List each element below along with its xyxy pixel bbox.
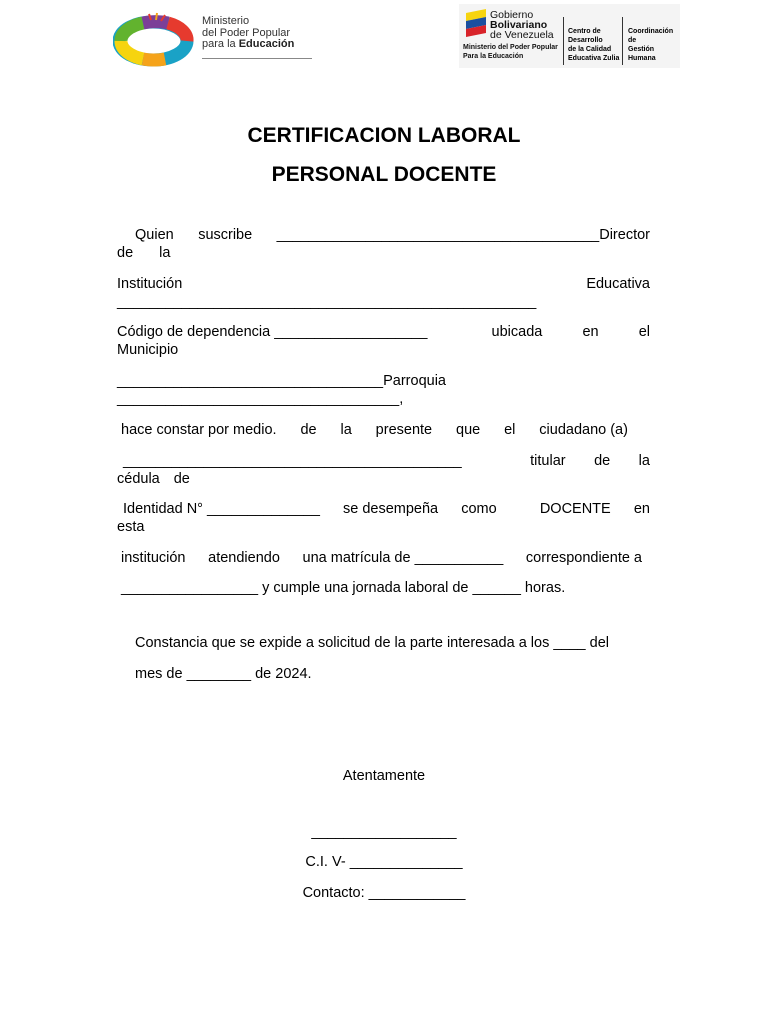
- text: en: [582, 324, 599, 340]
- document-subtitle: PERSONAL DOCENTE: [271, 163, 497, 186]
- paragraph-constancia: Constancia que se expide a solicitud de la parte interesada a los ____ del: [135, 635, 609, 651]
- text: correspondiente a: [525, 550, 642, 566]
- ministry-ring-icon: [113, 12, 203, 68]
- text: de: [594, 453, 611, 469]
- paragraph-institucion: [117, 275, 650, 293]
- institucion-blank: ____________________________________________________: [117, 294, 537, 310]
- paragraph-institucion-matricula: [121, 549, 642, 567]
- signature-line: __________________: [311, 824, 457, 840]
- paragraph-ciudadano: [123, 452, 650, 470]
- closing-text: Atentamente: [342, 768, 426, 784]
- text: atendiendo: [208, 550, 280, 566]
- ministry-text: Ministerio del Poder Popular para la Educación: [202, 15, 295, 50]
- text: la: [638, 453, 650, 469]
- logo-divider-1: [563, 17, 564, 65]
- text: que: [456, 422, 481, 438]
- contact-field: Contacto: ____________: [302, 885, 466, 901]
- text: __________________________________________: [123, 453, 462, 469]
- text: el: [504, 422, 516, 438]
- text: una matrícula de ___________: [302, 550, 504, 566]
- centro-desarrollo-text: Centro de Desarrollo de la Calidad Educativa Zulia: [568, 28, 620, 62]
- text: el: [638, 324, 650, 340]
- text: institución: [121, 550, 186, 566]
- text: ciudadano (a): [539, 422, 628, 438]
- text: Educativa: [586, 276, 650, 292]
- document-title: CERTIFICACION LABORAL: [247, 124, 521, 147]
- venezuela-flag-icon: [462, 7, 490, 37]
- paragraph-suscribe: [117, 226, 650, 244]
- text: ubicada: [491, 324, 543, 340]
- text: Identidad N° ______________: [123, 501, 320, 517]
- paragraph-constancia-date: mes de ________ de 2024.: [135, 666, 312, 682]
- parroquia-line: _________________________________Parroquia: [117, 373, 446, 389]
- text: Código de dependencia ___________________: [117, 324, 428, 340]
- text: Quien: [135, 227, 174, 243]
- government-subtitle: Ministerio del Poder Popular Para la Educación: [463, 44, 558, 60]
- paragraph-codigo: [117, 323, 650, 341]
- paragraph-suscribe-line2: de la: [117, 245, 171, 261]
- text: suscribe: [198, 227, 253, 243]
- text: de: [300, 422, 317, 438]
- logo-divider-2: [622, 17, 623, 65]
- text: hace constar por medio.: [121, 422, 277, 438]
- paragraph-hace-constar: [121, 421, 628, 439]
- text: ________________________________________Director: [276, 227, 650, 243]
- parroquia-blank: ___________________________________,: [117, 391, 404, 407]
- text: presente: [375, 422, 433, 438]
- cedula-label: cédula de: [117, 471, 190, 487]
- ministry-underline: [202, 58, 312, 59]
- text: en: [633, 501, 650, 517]
- paragraph-identidad: [123, 500, 650, 518]
- text: titular: [530, 453, 566, 469]
- coordinacion-text: Coordinación de Gestión Humana: [628, 28, 674, 62]
- ci-field: C.I. V- ______________: [305, 854, 463, 870]
- municipio-label: Municipio: [117, 342, 179, 358]
- government-text: Gobierno Bolivariano de Venezuela: [490, 9, 554, 41]
- paragraph-jornada: _________________ y cumple una jornada laboral de ______ horas.: [121, 580, 566, 596]
- text: como: [461, 501, 497, 517]
- text: se desempeña: [343, 501, 439, 517]
- text: DOCENTE: [539, 501, 611, 517]
- text: la: [340, 422, 352, 438]
- text: Institución: [117, 276, 183, 292]
- esta-label: esta: [117, 519, 145, 535]
